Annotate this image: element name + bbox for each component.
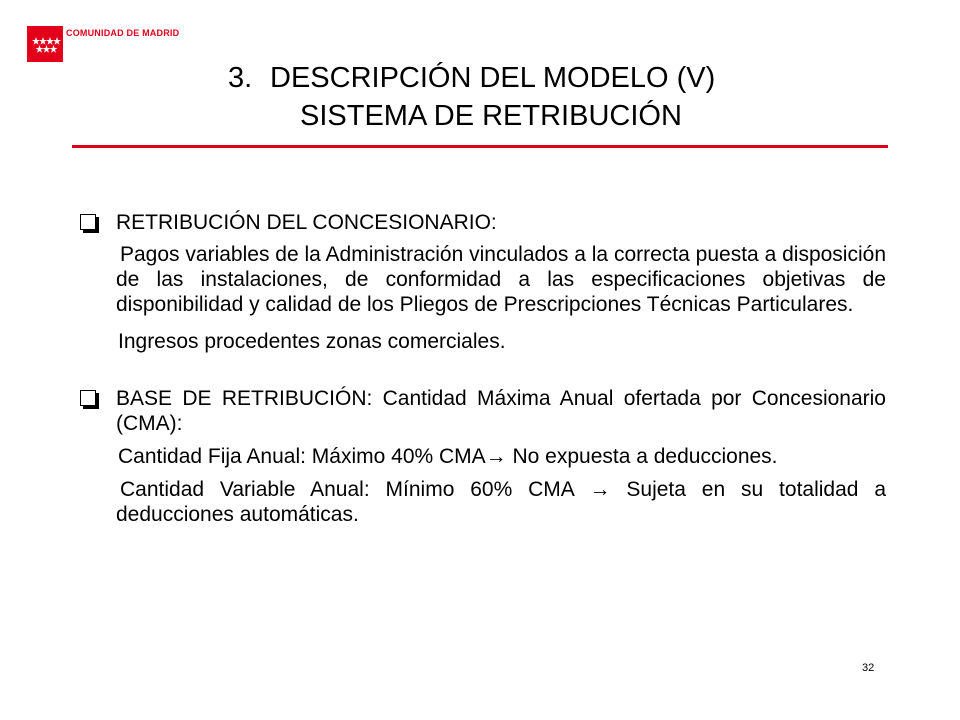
section-heading-text: BASE DE RETRIBUCIÓN: Cantidad Máxima Anual ofertada por Concesionario (CMA): xyxy=(116,387,886,435)
title-line-2: SISTEMA DE RETRIBUCIÓN xyxy=(300,100,682,132)
logo-text: COMUNIDAD DE MADRID xyxy=(66,28,180,38)
section-heading-base-retribucion xyxy=(80,386,886,436)
stars-icon xyxy=(27,26,63,62)
paragraph-ingresos: Ingresos procedentes zonas comerciales. xyxy=(118,330,506,353)
paragraph-pagos-variables: Pagos variables de la Administración vinculados a la correcta puesta a disposición de las instalaciones, de conformidad a las especificaciones objetivas de disponibilidad y calidad de los Pliegos de Prescripciones Técnicas Particulares. xyxy=(116,243,886,316)
paragraph-cantidad-variable: Cantidad Variable Anual: Mínimo 60% CMA → Sujeta en su totalidad a deducciones automáticas. xyxy=(116,478,886,526)
page-number: 32 xyxy=(862,662,875,674)
slide-content xyxy=(80,210,886,527)
title-divider xyxy=(72,145,888,148)
section-heading-text: RETRIBUCIÓN DEL CONCESIONARIO: xyxy=(116,211,497,234)
title-line-1 xyxy=(228,60,715,96)
comunidad-madrid-logo xyxy=(27,26,63,62)
section-heading-retribucion-concesionario xyxy=(80,210,886,235)
title-text-1: DESCRIPCIÓN DEL MODELO (V) xyxy=(270,62,716,94)
checkbox-bullet-icon xyxy=(80,214,96,230)
paragraph-cantidad-fija: Cantidad Fija Anual: Máximo 40% CMA→ No expuesta a deducciones. xyxy=(118,445,778,468)
title-number: 3. xyxy=(228,62,253,94)
checkbox-bullet-icon xyxy=(80,390,96,406)
